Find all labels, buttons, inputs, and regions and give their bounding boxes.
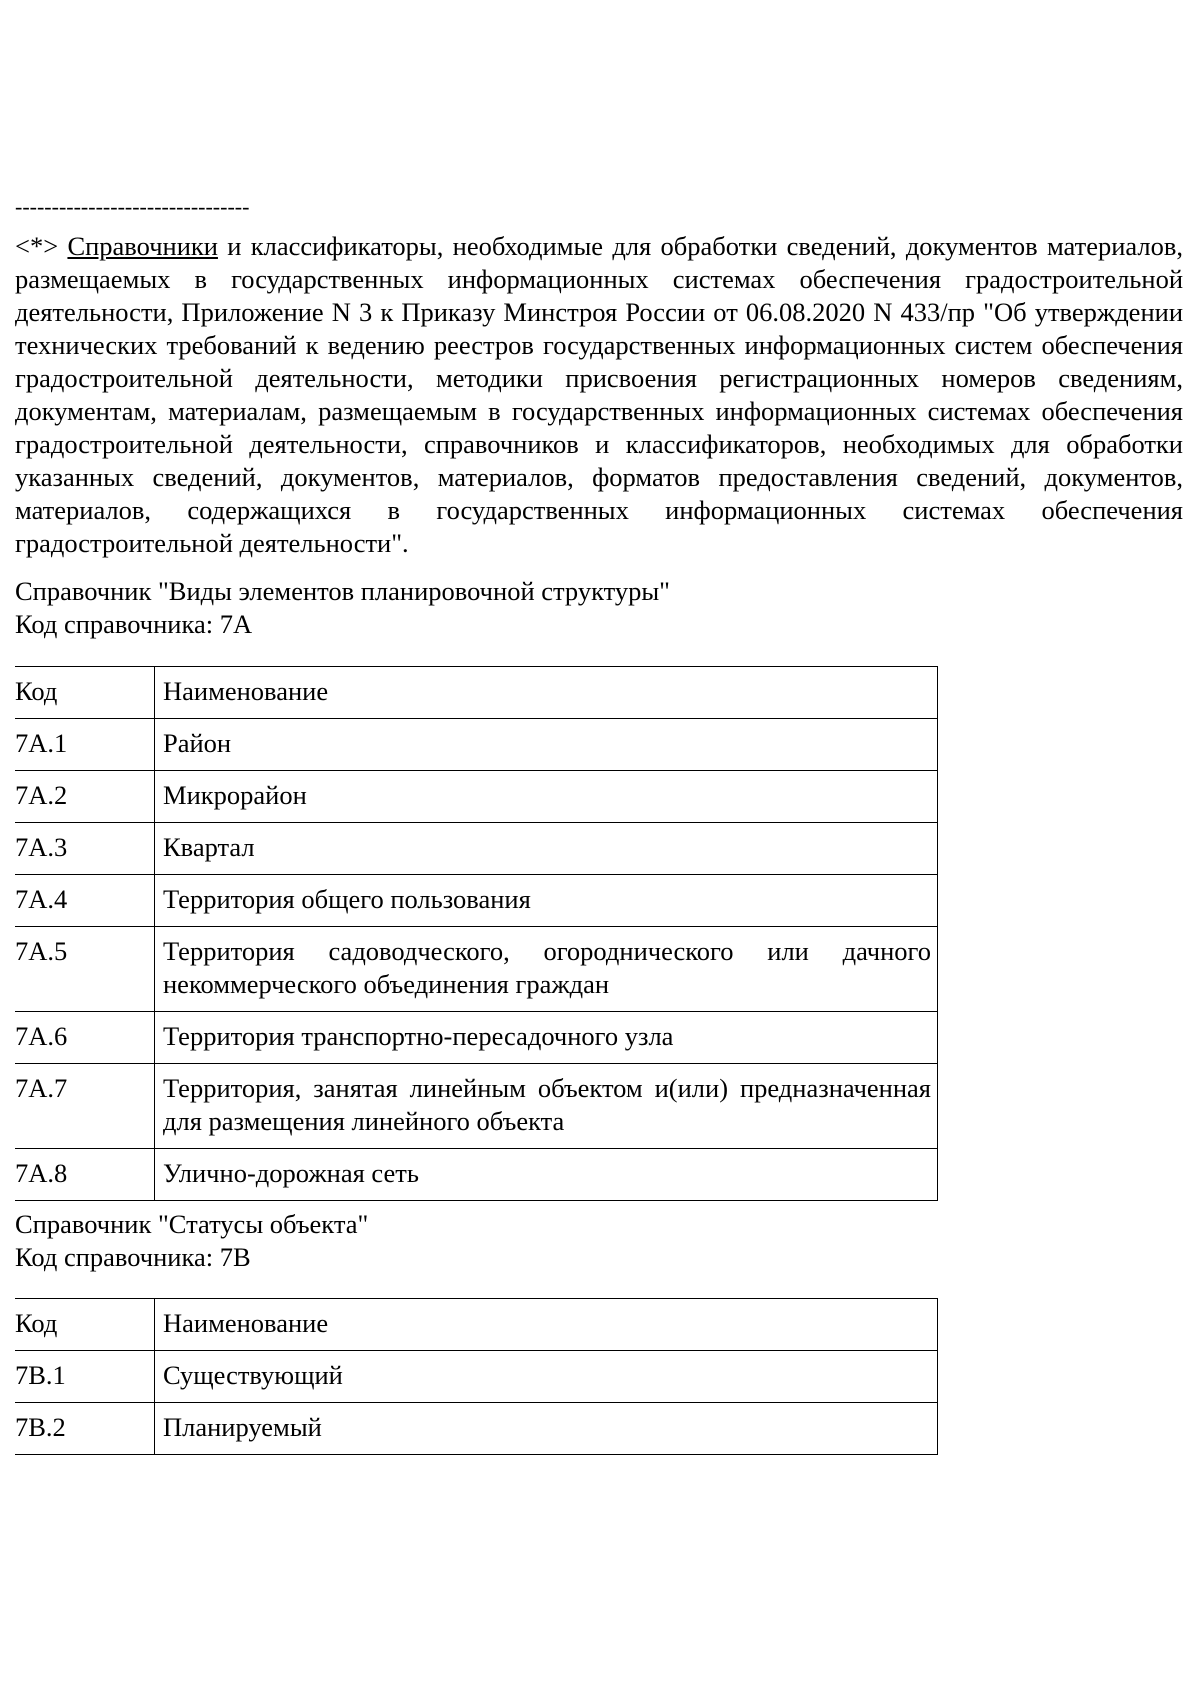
table-row xyxy=(15,1403,938,1455)
row-code: 7А.7 xyxy=(15,1064,155,1149)
row-code: 7В.2 xyxy=(15,1403,155,1455)
row-name: Микрорайон xyxy=(155,771,938,823)
table-row xyxy=(15,1012,938,1064)
row-code: 7А.8 xyxy=(15,1149,155,1201)
row-name: Квартал xyxy=(155,823,938,875)
row-name: Планируемый xyxy=(155,1403,938,1455)
row-code: 7А.6 xyxy=(15,1012,155,1064)
table-row xyxy=(15,771,938,823)
directory-7a-title: Справочник "Виды элементов планировочной структуры" xyxy=(15,576,670,606)
footnote-marker: <*> xyxy=(15,231,59,261)
row-name: Район xyxy=(155,719,938,771)
row-name: Территория транспортно-пересадочного узла xyxy=(155,1012,938,1064)
directory-7b-code-line: Код справочника: 7В xyxy=(15,1242,251,1272)
footnote-underlined-word: Справочники xyxy=(67,231,218,261)
row-name: Территория общего пользования xyxy=(155,875,938,927)
header-code: Код xyxy=(15,1299,155,1351)
table-row xyxy=(15,823,938,875)
row-name: Территория, занятая линейным объектом и(или) предназначенная для размещения линейного объекта xyxy=(155,1064,938,1149)
directory-7a-table xyxy=(15,666,938,1201)
row-code: 7А.2 xyxy=(15,771,155,823)
row-code: 7А.1 xyxy=(15,719,155,771)
row-code: 7А.4 xyxy=(15,875,155,927)
table-row xyxy=(15,875,938,927)
table-row xyxy=(15,719,938,771)
row-code: 7А.5 xyxy=(15,927,155,1012)
row-name: Улично-дорожная сеть xyxy=(155,1149,938,1201)
footnote-paragraph xyxy=(15,230,1183,560)
table-row xyxy=(15,1351,938,1403)
header-name: Наименование xyxy=(155,1299,938,1351)
row-code: 7А.3 xyxy=(15,823,155,875)
row-name: Территория садоводческого, огороднического или дачного некоммерческого объединения граждан xyxy=(155,927,938,1012)
directory-7a-code-line: Код справочника: 7А xyxy=(15,609,253,639)
header-code: Код xyxy=(15,667,155,719)
header-name: Наименование xyxy=(155,667,938,719)
table-row xyxy=(15,1149,938,1201)
directory-7b-title: Справочник "Статусы объекта" xyxy=(15,1209,369,1239)
footnote-text: и классификаторы, необходимые для обработки сведений, документов материалов, размещаемых в государственных информационных системах обеспечения градостроительной деятельности, Приложение N 3 к Приказу Минстроя России от 06.08.2020 N 433/пр "Об утверждении технических требований к ведению реестров государственных информационных систем обеспечения градостроительной деятельности, методики присвоения регистрационных номеров сведениям, документам, материалам, размещаемым в государственных информационных системах обеспечения градостроительной деятельности, справочников и классификаторов, необходимых для обработки указанных сведений, документов, материалов, форматов предоставления сведений, документов, материалов, содержащихся в государственных информационных системах обеспечения градостроительной деятельности". xyxy=(15,231,1184,558)
directory-7b-table xyxy=(15,1298,938,1455)
row-code: 7В.1 xyxy=(15,1351,155,1403)
table-row xyxy=(15,927,938,1012)
footnote-separator: -------------------------------- xyxy=(15,194,250,219)
row-name: Существующий xyxy=(155,1351,938,1403)
table-header-row xyxy=(15,667,938,719)
table-row xyxy=(15,1064,938,1149)
table-header-row xyxy=(15,1299,938,1351)
